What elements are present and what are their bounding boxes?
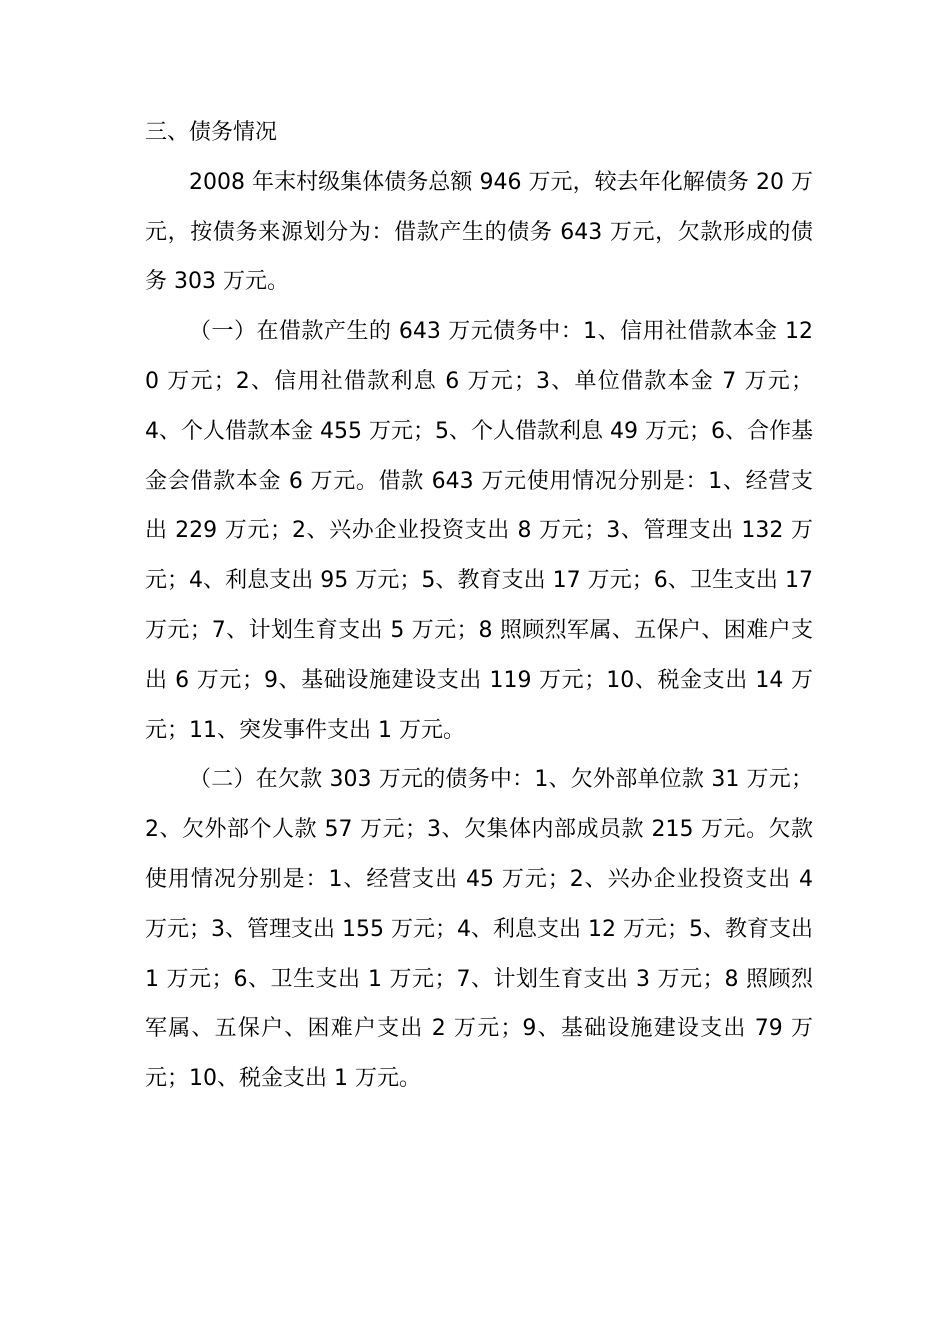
section-heading: 三、债务情况 <box>145 120 278 145</box>
loan-debt-paragraph: （一）在借款产生的 643 万元债务中：1、信用社借款本金 120 万元；2、信用社借款利息 6 万元；3、单位借款本金 7 万元；4、个人借款本金 455 万元；5、个人借款利息 49 万元；6、合作基金会借款本金 6 万元。借款 643 万元使用情况分别是：1、经营支出 229 万元；2、兴办企业投资支出 8 万元；3、管理支出 132 万元；4、利息支出 95 万元；5、教育支出 17 万元；6、卫生支出 17 万元；7、计划生育支出 5 万元；8 照顾烈军属、五保户、困难户支出 6 万元；9、基础设施建设支出 119 万元；10、税金支出 14 万元；11、突发事件支出 1 万元。 <box>145 319 813 743</box>
document-body <box>145 108 813 1104</box>
debt-summary-paragraph: 2008 年末村级集体债务总额 946 万元，较去年化解债务 20 万元，按债务来源划分为：借款产生的债务 643 万元，欠款形成的债务 303 万元。 <box>145 169 813 295</box>
arrears-debt-paragraph: （二）在欠款 303 万元的债务中：1、欠外部单位款 31 万元；2、欠外部个人款 57 万元；3、欠集体内部成员款 215 万元。欠款使用情况分别是：1、经营支出 45 万元；2、兴办企业投资支出 4 万元；3、管理支出 155 万元；4、利息支出 12 万元；5、教育支出 1 万元；6、卫生支出 1 万元；7、计划生育支出 3 万元；8 照顾烈军属、五保户、困难户支出 2 万元；9、基础设施建设支出 79 万元；10、税金支出 1 万元。 <box>145 767 813 1092</box>
